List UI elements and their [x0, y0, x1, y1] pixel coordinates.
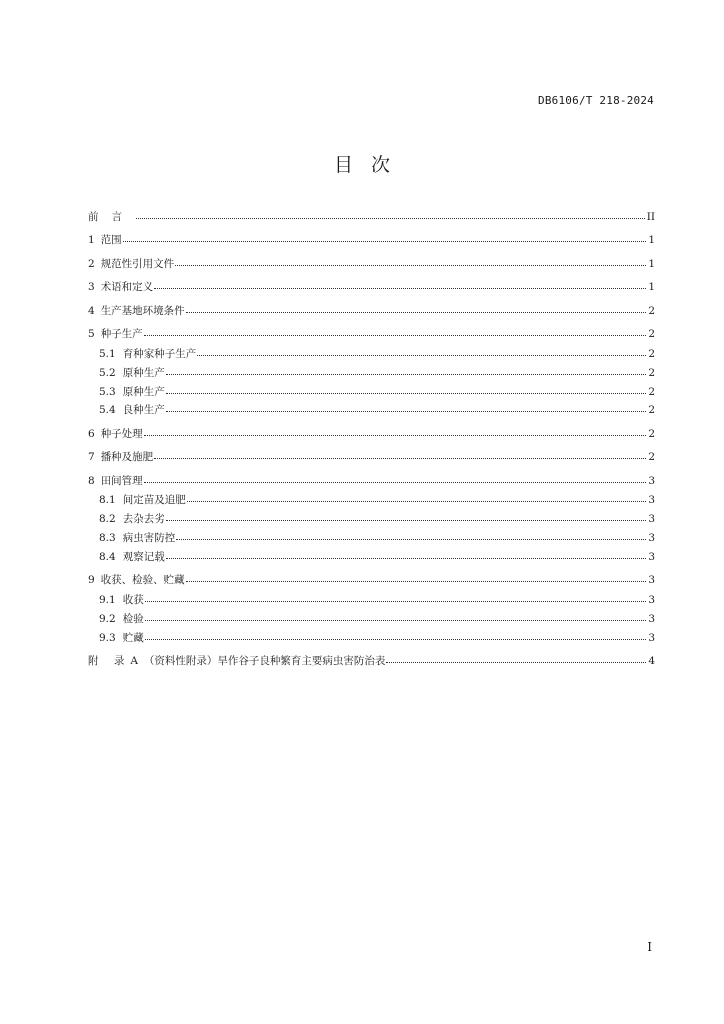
toc-entry-title: 贮藏: [122, 631, 144, 644]
toc-entry-page: 3: [648, 593, 655, 606]
toc-dot-leader: [154, 280, 646, 290]
toc-entry-page: 2: [648, 404, 655, 417]
toc-entry[interactable]: [88, 208, 655, 227]
toc-entry-title: 田间管理: [100, 474, 143, 487]
toc-dot-leader: [187, 493, 647, 503]
toc-entry-page: 1: [648, 281, 655, 294]
toc-entry-title: 播种及施肥: [100, 451, 154, 464]
toc-entry-title: 术语和定义: [100, 281, 154, 294]
toc-dot-leader: [145, 631, 647, 641]
toc-entry-page: 3: [648, 612, 655, 625]
toc-dot-leader: [176, 531, 646, 541]
toc-entry-page: 2: [648, 366, 655, 379]
toc-entry-page: 3: [648, 494, 655, 507]
toc-subentry[interactable]: [88, 529, 655, 548]
toc-dot-leader: [144, 327, 647, 337]
toc-entry-page: 2: [648, 304, 655, 317]
toc-entry-number: 9.1: [99, 593, 116, 606]
toc-entry-number: 3: [88, 281, 95, 294]
page-number: I: [647, 940, 652, 954]
toc-subentry[interactable]: [88, 610, 655, 629]
toc-entry-page: 3: [648, 532, 655, 545]
toc-entry-title: 间定苗及追肥: [122, 494, 186, 507]
toc-entry[interactable]: [88, 302, 655, 321]
toc-entry-number: 8.2: [99, 513, 116, 526]
toc-entry[interactable]: [88, 448, 655, 467]
toc-entry-title: 种子处理: [100, 427, 143, 440]
toc-subentry[interactable]: [88, 629, 655, 648]
toc-dot-leader: [144, 427, 647, 437]
toc-entry[interactable]: [88, 652, 655, 671]
toc-entry-title: 收获: [122, 593, 144, 606]
toc-dot-leader: [145, 612, 647, 622]
toc-entry-page: 2: [648, 427, 655, 440]
toc-entry-number: 5.3: [99, 385, 116, 398]
toc-entry-page: 2: [648, 328, 655, 341]
toc-entry-page: 1: [648, 257, 655, 270]
toc-subentry[interactable]: [88, 510, 655, 529]
toc-entry[interactable]: [88, 571, 655, 590]
toc-entry-number: 5.2: [99, 366, 116, 379]
toc-entry-title: 生产基地环境条件: [100, 304, 185, 317]
toc-dot-leader: [123, 233, 647, 243]
toc-dot-leader: [144, 474, 647, 484]
toc-entry-title: 种子生产: [100, 328, 143, 341]
toc-entry-number: 4: [88, 304, 95, 317]
toc-dot-leader: [386, 654, 646, 664]
table-of-contents: [88, 208, 655, 671]
toc-entry-title: 良种生产: [122, 404, 165, 417]
toc-entry-title: 规范性引用文件: [100, 257, 175, 270]
toc-dot-leader: [166, 403, 647, 413]
toc-entry-title: 去杂去劣: [122, 513, 165, 526]
toc-dot-leader: [186, 304, 647, 314]
toc-entry-page: 4: [648, 655, 655, 667]
toc-dot-leader: [166, 385, 647, 395]
toc-entry-page: 3: [648, 474, 655, 487]
toc-entry-number: 9: [88, 574, 95, 587]
toc-dot-leader: [166, 550, 647, 560]
toc-subentry[interactable]: [88, 491, 655, 510]
toc-entry-page: 1: [648, 234, 655, 247]
toc-entry-number: 8.4: [99, 550, 116, 563]
toc-entry-page: 2: [648, 451, 655, 464]
toc-title: [0, 150, 724, 177]
toc-entry-number: 8.3: [99, 532, 116, 545]
toc-title-char: 次: [371, 154, 391, 176]
toc-entry-number: 7: [88, 451, 95, 464]
toc-entry-page: 3: [648, 631, 655, 644]
toc-subentry[interactable]: [88, 345, 655, 364]
toc-dot-leader: [136, 210, 645, 220]
toc-entry-title: 原种生产: [122, 385, 165, 398]
toc-dot-leader: [197, 347, 646, 357]
toc-entry-number: 5.1: [99, 348, 116, 361]
toc-dot-leader: [154, 450, 646, 460]
toc-entry[interactable]: [88, 278, 655, 297]
toc-entry-title: 育种家种子生产: [122, 348, 197, 361]
toc-entry-page: 2: [648, 385, 655, 398]
toc-dot-leader: [166, 512, 647, 522]
toc-entry-title: 观察记载: [122, 550, 165, 563]
toc-entry-page: II: [646, 211, 655, 223]
toc-dot-leader: [166, 366, 647, 376]
toc-entry-number: 2: [88, 257, 95, 270]
document-code: DB6106/T 218-2024: [538, 94, 654, 107]
toc-subentry[interactable]: [88, 364, 655, 383]
toc-entry-title: 病虫害防控: [122, 532, 176, 545]
toc-entry-title: 范围: [100, 234, 122, 247]
toc-entry-number: 1: [88, 234, 95, 247]
toc-subentry[interactable]: [88, 401, 655, 420]
toc-entry-number: 8.1: [99, 494, 116, 507]
toc-entry-title: 检验: [122, 612, 144, 625]
toc-dot-leader: [145, 593, 647, 603]
toc-entry-page: 3: [648, 550, 655, 563]
toc-title-char: 目: [333, 154, 353, 176]
toc-entry[interactable]: [88, 425, 655, 444]
toc-entry-number: 9.2: [99, 612, 116, 625]
toc-entry-title: （资料性附录）旱作谷子良种繁育主要病虫害防治表: [143, 655, 386, 667]
toc-entry-page: 2: [648, 348, 655, 361]
toc-entry-title: 收获、检验、贮藏: [100, 574, 185, 587]
toc-entry-prefix: 附 录A: [88, 655, 144, 667]
toc-dot-leader: [175, 257, 646, 267]
toc-subentry[interactable]: [88, 591, 655, 610]
toc-entry-number: 9.3: [99, 631, 116, 644]
toc-entry-title: 原种生产: [122, 366, 165, 379]
toc-entry-number: 5: [88, 328, 95, 341]
toc-entry[interactable]: [88, 231, 655, 250]
toc-dot-leader: [186, 573, 647, 583]
toc-subentry[interactable]: [88, 548, 655, 567]
toc-entry-title: 前言: [88, 211, 135, 223]
toc-entry-page: 3: [648, 513, 655, 526]
toc-entry-number: 8: [88, 474, 95, 487]
toc-entry[interactable]: [88, 255, 655, 274]
toc-entry-page: 3: [648, 574, 655, 587]
toc-entry[interactable]: [88, 325, 655, 344]
toc-subentry[interactable]: [88, 383, 655, 402]
toc-entry-number: 6: [88, 427, 95, 440]
toc-entry-number: 5.4: [99, 404, 116, 417]
toc-entry[interactable]: [88, 472, 655, 491]
